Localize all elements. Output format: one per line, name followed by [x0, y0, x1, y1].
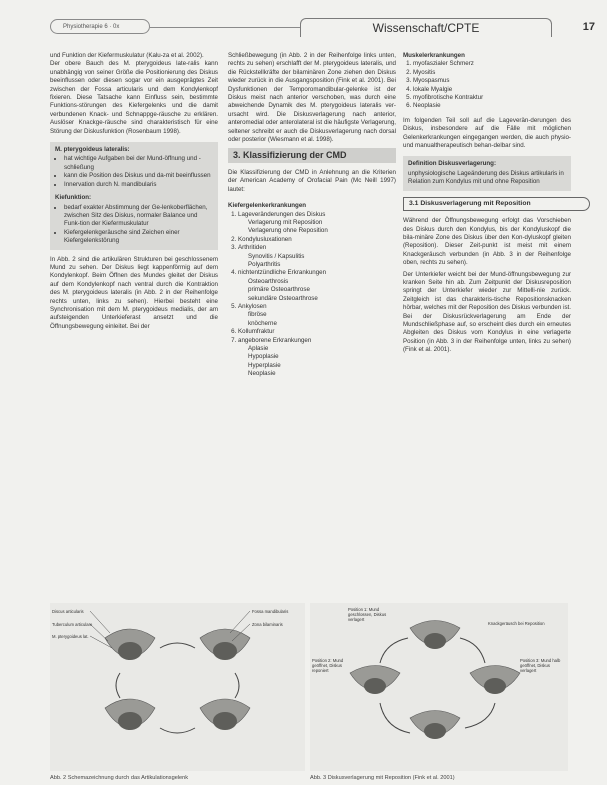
list-item: 1. Lageveränderungen des Diskus Verlagerung mit Reposition Verlagerung ohne Reposition [238, 211, 396, 236]
paragraph: Der Unterkiefer weicht bei der Mund-öffnungsbewegung zur kranken Seite hin ab. Zum Zeitpunkt der Diskusreposition springt der Unterkiefer wieder zur Mittelli-nie zurück. Zeitgleich ist das charakteris-tische Repositionsknacken hörbar, welches mit der Reposition des Diskus verbunden ist. Bei der Diskusrückverlagerung am Ende der Mundschließphase auf, so erscheint dies durch ein erneutes Abgleiten des Diskus vom Kondylus in eine verlagerte Position (in Abb. 3 in der Reihenfolge unten, links zu sehen) (Fink et al. 2001). [403, 270, 571, 354]
paragraph: Während der Öffnungsbewegung erfolgt das Vorschieben des Diskus durch den Kondylus, bis der Kondyluskopf die bila-minäre Zone des Diskus über den Kon-dyluskopf gleiten (Reposition). Dieser Zeit-punkt ist meist mit einem Knackgeräusch verbunden (in Abb. 3 in der Reihenfolge oben, rechts zu sehen). [403, 217, 571, 267]
figure-label: Knackgeräusch bei Reposition [488, 621, 545, 626]
list-item: 6. Neoplasie [413, 102, 571, 110]
definition-box [403, 156, 571, 190]
box-title: M. pterygoideus lateralis: [55, 146, 130, 154]
header-rule [150, 27, 300, 28]
list-item: 3. Arthritiden Synovitis / Kapsulitis Polyarthritis [238, 244, 396, 269]
figure-label: Discus articularis [52, 609, 84, 614]
figure-2 [50, 603, 305, 771]
box-title: Kiefunktion: [55, 194, 92, 202]
figure-caption: Abb. 2 Schemazeichnung durch das Artikulationsgelenk [50, 775, 189, 781]
disc-displacement-illustration [310, 603, 568, 771]
list-item: • bedarf exakter Abstimmung der Ge-lenkoberflächen, zwischen Sitz des Diskus, normaler Balance und Funk-tion der Kiefermuskulatur [64, 204, 213, 229]
column-3 [403, 52, 571, 355]
column-2 [228, 52, 396, 379]
list-item: • kann die Position des Diskus und da-mit beeinflussen [64, 172, 213, 180]
list-item: 4. nichtentzündliche Erkrankungen Osteoarthrosis primäre Osteoarthrose sekundäre Osteoarthrose [238, 269, 396, 303]
paragraph: In Abb. 2 sind die artikulären Strukturen bei geschlossenem Mund zu sehen. Der Diskus liegt kappenförmig auf dem Kondylenkopf. Beim Öffnen des Mundes gleitet der Diskus auf dem Kondylenkopf nach ventral durch die Kontraktion des M. pterygoideus lateralis (in Abb. 2 in der Reihenfolge rechts unten, links zu sehen). Hierbei besteht eine Synchronisation mit dem M. pterygoideus medialis, der am aufsteigenden Unterkieferast ansetzt und die Öffnungsbewegung einleitet. Bei der [50, 255, 218, 330]
subsection-heading: 3.1 Diskusverlagerung mit Reposition [403, 197, 590, 211]
figure-label: Fossa mandibularis [252, 609, 289, 614]
figure-label: Tuberculum articulare [52, 622, 93, 627]
figure-caption: Abb. 3 Diskusverlagerung mit Reposition (Fink et al. 2001) [310, 775, 455, 781]
list-item: • Innervation durch N. mandibularis [64, 181, 213, 189]
paragraph: und Funktion der Kiefermuskulatur (Kalu-za et al. 2002). [50, 52, 204, 59]
list-item: 2. Myositis [413, 69, 571, 77]
list-item: 2. Kondylusluxationen [238, 236, 396, 244]
section-heading: 3. Klassifizierung der CMD [228, 148, 396, 162]
box-title: Definition Diskusverlagerung: [408, 160, 497, 168]
list-title: Muskelerkrankungen [403, 52, 465, 59]
definition-text: unphysiologische Lageänderung des Diskus artikularis in Relation zum Kondylus mit und ohne Reposition [408, 169, 564, 186]
muscle-list [403, 60, 571, 110]
box-list [55, 204, 213, 246]
page-number: 17 [582, 21, 595, 33]
info-box-pterygoideus [50, 142, 218, 249]
list-item: 5. myofibrotische Kontraktur [413, 94, 571, 102]
figure-label: Position 3: Mund halb geöffnet, Diskus verlagert [520, 658, 561, 673]
figure-label: Zona bilaminaris [252, 622, 283, 627]
paragraph: Der obere Bauch des M. pterygoideus late-ralis kann unabhängig von seiner Größe die Positionierung des Diskus beeinflussen oder diesen sogar vor ein ausgeprägtes Zeit zwischen der Fossa articularis und dem Kondylenkopf fixieren. Diese Tatsache kann Einfluss sein, bestimmte Funktions-störungen des Kiefergelenks und die damit verbundenen Knack- und Schnappge-räusche zu erklären. Auslöser Knackge-räusche sind charakteristisch für eine Störung der Diskusfunktion (Rosenbaum 1998). [50, 60, 218, 135]
tmj-schema-illustration [50, 603, 305, 771]
classification-list [228, 211, 396, 379]
paragraph: Schließbewegung (in Abb. 2 in der Reihenfolge links unten, rechts zu sehen) erschlafft der M. pterygoideus lateralis, und die Rückstellkräfte der bilaminären Zone ziehen den Diskus wieder zurück in die Ausgangsposition (Fink et al. 2001). Bei Dysfunktionen der Temporomandibular-gelenke ist der Diskus meist nach anterior verschoben, was durch eine abweichende Dynamik des M. pterygoideus lateralis ver-ursacht wird. Die Diskusverlagerung nach anterior, anteromedial oder anterolateral ist die häufigste Verlagerung, seltener schreibt er auch die Diskusverlagerung nach dorsal oder posterior (Wiesmann et al. 1998). [228, 52, 396, 144]
list-item: 4. lokale Myalgie [413, 86, 571, 94]
box-list [55, 155, 213, 189]
column-1 [50, 52, 218, 331]
list-item: 6. Kollumfraktur [238, 328, 396, 336]
list-item: 7. angeborene Erkrankungen Aplasie Hypoplasie Hyperplasie Neoplasie [238, 337, 396, 379]
section-title: Wissenschaft/CPTE [300, 18, 552, 37]
list-item: 3. Myospasmus [413, 77, 571, 85]
paragraph: Im folgenden Teil soll auf die Lageverän-derungen des Diskus, insbesondere auf die Fälle mit möglichen Gelenkerkrankungen eingegangen werden, die auch physio- und manualtherapeutisch behan-delbar sind. [403, 116, 571, 150]
list-item: 1. myofaszialer Schmerz [413, 60, 571, 68]
figure-label: M. pterygoideus lat. [52, 634, 89, 639]
figure-label: Position 1: Mund geschlossen, Diskus verlagert [348, 607, 387, 622]
page-header [50, 18, 595, 38]
list-item: • hat wichtige Aufgaben bei der Mund-öffnung und -schließung [64, 155, 213, 172]
figure-label: Position 2: Mund geöffnet, Diskus reponiert [312, 658, 344, 673]
list-item: 5. Ankylosen fibröse knöcherne [238, 303, 396, 328]
figure-3 [310, 603, 568, 771]
list-item: • Kiefergelenkgeräusche sind Zeichen einer Kiefergelenkstörung [64, 229, 213, 246]
list-title: Kiefergelenkerkrankungen [228, 202, 307, 210]
paragraph: Die Klassifizierung der CMD in Anlehnung an die Kriterien der American Academy of Orofacial Pain (Mc Neill 1997) lautet: [228, 168, 396, 193]
journal-label: Physiotherapie 6 · 0x [50, 19, 150, 34]
